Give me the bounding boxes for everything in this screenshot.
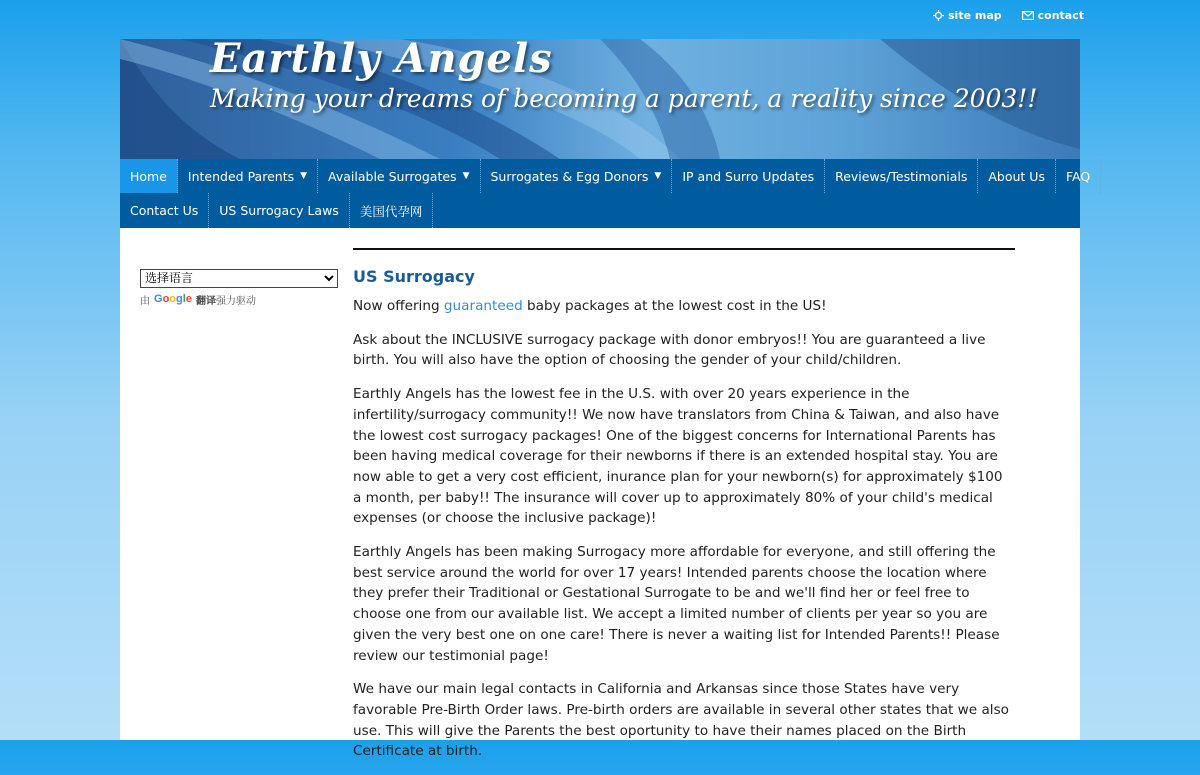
sitemap-icon	[933, 10, 944, 21]
guaranteed-link[interactable]: guaranteed	[443, 298, 523, 314]
nav-item-about-us[interactable]	[978, 159, 1056, 193]
envelope-icon	[1022, 11, 1034, 20]
caret-down-icon: ▼	[300, 171, 308, 181]
sidebar	[140, 267, 340, 307]
utility-links	[933, 9, 1084, 22]
nav-label: Contact Us	[130, 203, 199, 218]
attribution-by: 由	[140, 295, 150, 307]
site-tagline: Making your dreams of becoming a parent, a reality since 2003!!	[210, 84, 1038, 113]
paragraph-legal: We have our main legal contacts in California and Arkansas since those States have very favorable Pre-Birth Order laws. Pre-birth orders are available in several other states that we also use. This will give the Parents the best oportunity to have their names placed on the Birth Certificate at birth.	[353, 681, 1009, 760]
nav-item-reviews[interactable]	[825, 159, 978, 193]
google-letter: G	[154, 293, 163, 305]
site-container	[120, 35, 1091, 760]
google-letter: l	[182, 293, 186, 305]
caret-down-icon: ▼	[654, 171, 662, 181]
nav-label: Surrogates & Egg Donors	[490, 168, 649, 184]
nav-label: Home	[130, 168, 167, 184]
main-article	[353, 248, 1015, 775]
site-map-link[interactable]	[933, 9, 1002, 22]
nav-label: Reviews/Testimonials	[835, 168, 968, 184]
offer-text-after: baby packages at the lowest cost in the US!	[522, 298, 827, 314]
nav-item-surrogates-egg-donors[interactable]	[481, 159, 673, 193]
page-title: US Surrogacy	[353, 267, 475, 286]
google-letter: e	[185, 293, 192, 305]
nav-label: About Us	[988, 168, 1045, 184]
contact-link[interactable]	[1022, 9, 1084, 22]
paragraph-offer	[353, 296, 1015, 317]
powered-text: 强力驱动	[215, 295, 256, 307]
nav-label: IP and Surro Updates	[682, 168, 815, 184]
nav-label: 美国代孕网	[359, 203, 423, 219]
paragraph-lowest-fee: Earthly Angels has the lowest fee in the U.S. with over 20 years experience in the infertility/surrogacy community!! We now have translators from China & Taiwan, and also have the lowest cost surrogacy packages! One of the biggest concerns for International Parents has been having medical coverage for their newborns if there is an extended hospital stay. You are now able to get a very cost efficient, inurance plan for your newborn(s) for approximately $100 a month, per baby!! The insurance will cover up to approximately 80% of your child's medical expenses (or choose the inclusive package)!	[353, 386, 1003, 527]
google-letter: g	[176, 293, 183, 305]
nav-item-faq[interactable]	[1056, 159, 1101, 193]
translate-word: 翻译	[195, 295, 216, 307]
offer-text-before: Now offering	[353, 298, 444, 314]
language-select[interactable]	[140, 269, 338, 288]
nav-label: US Surrogacy Laws	[219, 203, 339, 218]
google-letter: o	[169, 293, 177, 305]
nav-row-2	[120, 193, 1080, 228]
caret-down-icon: ▼	[462, 171, 470, 181]
site-title: Earthly Angels	[210, 35, 553, 82]
nav-label: Intended Parents	[187, 168, 295, 184]
google-translate-attribution	[140, 292, 340, 307]
content-area	[120, 228, 1080, 760]
nav-item-contact-us[interactable]	[120, 193, 209, 228]
paragraph-inclusive: Ask about the INCLUSIVE surrogacy package with donor embryos!! You are guaranteed a live birth. You will also have the option of choosing the gender of your child/children.	[353, 331, 986, 369]
nav-item-intended-parents[interactable]	[178, 159, 318, 193]
paragraph-affordable: Earthly Angels has been making Surrogacy more affordable for everyone, and still offering the best service around the world for over 17 years! Intended parents choose the location where they prefer their Traditional or Gestational Surrogate to be and we'll find her or feel free to choose one from our available list. We accept a limited number of clients per year so you are given the very best one on one care! There is never a waiting list for Intended Parents!! Please review our testimonial page!	[353, 544, 1000, 664]
nav-item-available-surrogates[interactable]	[318, 159, 480, 193]
google-letter: o	[162, 293, 170, 305]
nav-label: Available Surrogates	[328, 168, 457, 184]
divider	[353, 248, 1015, 250]
nav-row-1	[120, 159, 1091, 193]
nav-item-home[interactable]	[120, 159, 178, 193]
main-navigation	[120, 159, 1091, 228]
nav-item-chinese-site[interactable]	[350, 193, 434, 228]
google-logo[interactable]	[154, 293, 192, 305]
nav-item-us-surrogacy-laws[interactable]	[209, 193, 350, 228]
header-banner	[120, 35, 1080, 159]
nav-item-ip-surro-updates[interactable]	[672, 159, 825, 193]
nav-label: FAQ	[1065, 168, 1091, 184]
site-map-label: site map	[948, 9, 1002, 22]
contact-label: contact	[1037, 9, 1084, 22]
